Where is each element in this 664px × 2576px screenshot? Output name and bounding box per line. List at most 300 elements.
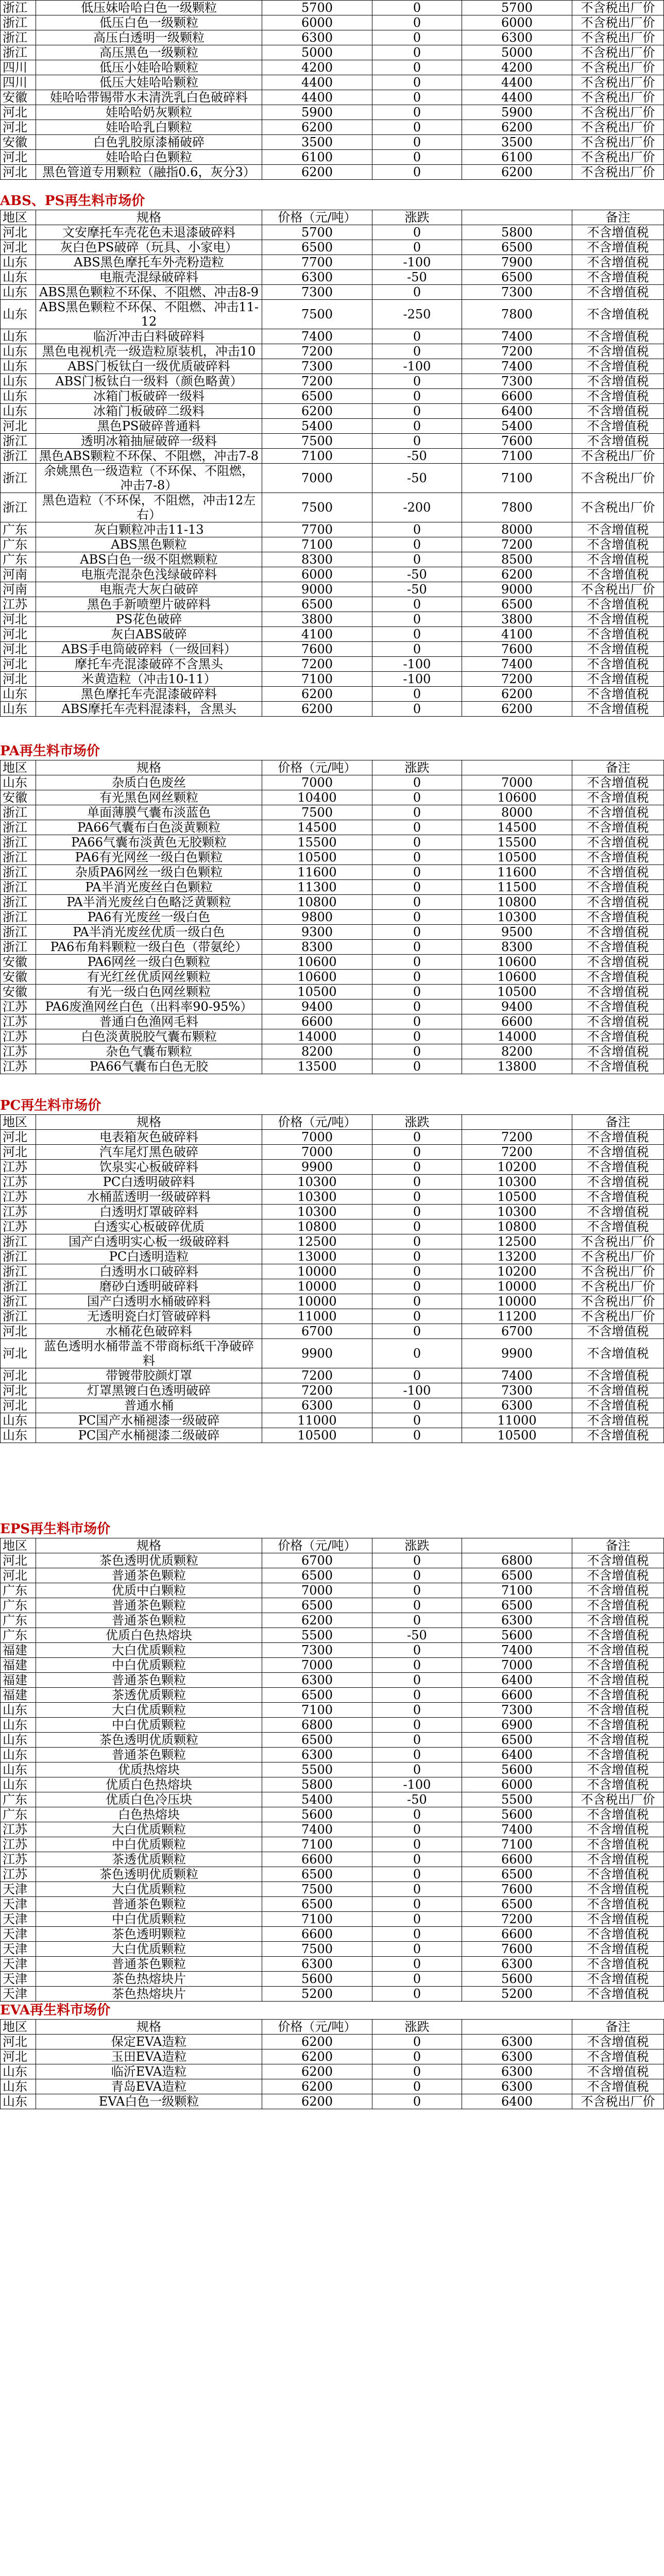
cell-area: 山东 — [1, 1762, 36, 1777]
cell-chg: 0 — [372, 344, 462, 359]
cell-note: 不含增值税 — [572, 1972, 664, 1987]
cell-note: 不含增值税 — [572, 1628, 664, 1643]
cell-note: 不含增值税 — [572, 1324, 664, 1339]
section-title: ABS、PS再生料市场价 — [0, 193, 145, 209]
cell-prev: 6600 — [462, 389, 572, 404]
cell-price: 7000 — [262, 1658, 372, 1673]
cell-price: 6600 — [262, 1014, 372, 1029]
cell-price: 15500 — [262, 835, 372, 850]
cell-price: 7100 — [262, 1703, 372, 1718]
cell-price: 7200 — [262, 344, 372, 359]
cell-chg: 0 — [372, 1014, 462, 1029]
cell-price: 7400 — [262, 329, 372, 344]
cell-prev: 10600 — [462, 970, 572, 985]
cell-spec: 黑色管道专用颗粒（融指0.6，灰分3） — [36, 165, 262, 180]
cell-note: 不含增值税 — [572, 1059, 664, 1074]
cell-note: 不含增值税 — [572, 434, 664, 449]
cell-spec: 娃哈哈奶灰颗粒 — [36, 105, 262, 120]
table-row — [1, 1368, 664, 1383]
cell-note: 备注 — [572, 1115, 664, 1130]
cell-spec: PA半消光废丝优质一级白色 — [36, 925, 262, 940]
cell-note: 不含增值税 — [572, 672, 664, 687]
cell-note: 不含增值税 — [572, 820, 664, 835]
cell-area: 浙江 — [1, 1309, 36, 1324]
cell-area: 浙江 — [1, 1294, 36, 1309]
cell-spec: PA6布角料颗粒一级白色（带氨纶） — [36, 940, 262, 955]
cell-price: 6200 — [262, 2079, 372, 2094]
cell-note: 不含增值税 — [572, 1205, 664, 1219]
cell-area: 河北 — [1, 225, 36, 240]
table-row — [1, 1059, 664, 1074]
cell-note: 不含增值税 — [572, 1718, 664, 1733]
cell-price: 6200 — [262, 1613, 372, 1628]
table-header-row — [1, 210, 664, 225]
cell-spec: 普通茶色颗粒 — [36, 1897, 262, 1912]
cell-area: 江苏 — [1, 597, 36, 612]
cell-area: 天津 — [1, 1972, 36, 1987]
cell-spec: 普通水桶 — [36, 1398, 262, 1413]
cell-spec: 摩托车壳混漆破碎不含黑头 — [36, 657, 262, 672]
cell-area: 安徽 — [1, 955, 36, 970]
cell-spec: 黑色ABS颗粒不环保、不阻燃，冲击7-8 — [36, 449, 262, 464]
cell-price: 5900 — [262, 105, 372, 120]
cell-note: 不含增值税 — [572, 627, 664, 642]
cell-prev: 11200 — [462, 1309, 572, 1324]
cell-chg: 0 — [372, 1205, 462, 1219]
table-row — [1, 1598, 664, 1613]
table-row — [1, 880, 664, 895]
cell-chg: 0 — [372, 1279, 462, 1294]
cell-spec: 低压大娃哈哈颗粒 — [36, 75, 262, 90]
cell-note: 不含税出厂价 — [572, 15, 664, 30]
cell-price: 8200 — [262, 1044, 372, 1059]
cell-chg: 0 — [372, 165, 462, 180]
cell-spec: 低压妹哈哈白色一级颗粒 — [36, 1, 262, 15]
cell-note: 不含增值税 — [572, 1428, 664, 1443]
cell-prev: 6300 — [462, 2079, 572, 2094]
cell-price: 6500 — [262, 1568, 372, 1583]
cell-price: 6200 — [262, 404, 372, 419]
cell-chg: 0 — [372, 820, 462, 835]
cell-price: 7400 — [262, 1822, 372, 1837]
cell-spec: 水桶花色破碎料 — [36, 1324, 262, 1339]
cell-note: 不含增值税 — [572, 1190, 664, 1205]
table-row — [1, 1428, 664, 1443]
cell-area: 浙江 — [1, 1249, 36, 1264]
cell-area: 河北 — [1, 1568, 36, 1583]
cell-prev: 6500 — [462, 1867, 572, 1882]
cell-note: 不含增值税 — [572, 1703, 664, 1718]
cell-area: 江苏 — [1, 1044, 36, 1059]
table-row — [1, 2079, 664, 2094]
cell-spec: 茶透优质颗粒 — [36, 1852, 262, 1867]
cell-chg: 0 — [372, 790, 462, 805]
cell-prev: 14500 — [462, 820, 572, 835]
cell-price: 10300 — [262, 1175, 372, 1190]
cell-prev: 11500 — [462, 880, 572, 895]
cell-chg: 0 — [372, 1264, 462, 1279]
cell-spec: 中白优质颗粒 — [36, 1837, 262, 1852]
cell-note: 不含增值税 — [572, 612, 664, 627]
cell-note: 不含税出厂价 — [572, 1, 664, 15]
cell-note: 不含增值税 — [572, 985, 664, 999]
table-row — [1, 1718, 664, 1733]
cell-note: 不含增值税 — [572, 1733, 664, 1748]
table-row — [1, 389, 664, 404]
table-row — [1, 1130, 664, 1145]
cell-chg: 0 — [372, 2035, 462, 2049]
table-row — [1, 285, 664, 300]
cell-price: 6300 — [262, 1673, 372, 1688]
cell-prev: 7400 — [462, 1368, 572, 1383]
cell-area: 山东 — [1, 255, 36, 270]
cell-price: 6200 — [262, 2049, 372, 2064]
table-row — [1, 1014, 664, 1029]
cell-area: 江苏 — [1, 1160, 36, 1175]
cell-prev: 7100 — [462, 449, 572, 464]
cell-note: 不含增值税 — [572, 2064, 664, 2079]
cell-prev: 7600 — [462, 642, 572, 657]
cell-chg: 0 — [372, 1029, 462, 1044]
cell-note: 不含增值税 — [572, 1014, 664, 1029]
cell-note: 不含增值税 — [572, 970, 664, 985]
table-row — [1, 1264, 664, 1279]
table-row — [1, 910, 664, 925]
cell-chg: 0 — [372, 15, 462, 30]
cell-spec: 茶色透明颗粒 — [36, 1927, 262, 1942]
cell-prev: 6300 — [462, 30, 572, 45]
table-row — [1, 1279, 664, 1294]
cell-chg: 0 — [372, 1912, 462, 1927]
cell-prev: 7400 — [462, 1822, 572, 1837]
table-row — [1, 150, 664, 165]
cell-area: 山东 — [1, 1733, 36, 1748]
cell-chg: 涨跌 — [372, 760, 462, 775]
cell-chg: -100 — [372, 1383, 462, 1398]
cell-area: 山东 — [1, 1428, 36, 1443]
table-row — [1, 1658, 664, 1673]
cell-prev: 6300 — [462, 1398, 572, 1413]
table-row — [1, 1294, 664, 1309]
cell-prev: 9000 — [462, 582, 572, 597]
cell-spec: 普通茶色颗粒 — [36, 1957, 262, 1972]
cell-spec: 高压黑色一级颗粒 — [36, 45, 262, 60]
cell-prev: 10500 — [462, 850, 572, 865]
cell-chg: 0 — [372, 1130, 462, 1145]
cell-chg: 0 — [372, 1748, 462, 1762]
cell-chg: 涨跌 — [372, 2020, 462, 2035]
section-spacer — [0, 180, 664, 192]
cell-price: 6200 — [262, 120, 372, 135]
cell-prev: 5600 — [462, 1628, 572, 1643]
cell-note: 不含增值税 — [572, 865, 664, 880]
table-row — [1, 1972, 664, 1987]
cell-area: 河北 — [1, 1324, 36, 1339]
cell-prev: 8300 — [462, 940, 572, 955]
cell-note: 不含增值税 — [572, 895, 664, 910]
cell-note: 不含增值税 — [572, 1145, 664, 1160]
cell-chg: 0 — [372, 1413, 462, 1428]
cell-area: 地区 — [1, 1538, 36, 1553]
table-row — [1, 597, 664, 612]
cell-prev: 7200 — [462, 1130, 572, 1145]
cell-area: 浙江 — [1, 940, 36, 955]
table-row — [1, 1867, 664, 1882]
cell-spec: 电表箱灰色破碎料 — [36, 1130, 262, 1145]
cell-price: 7000 — [262, 1130, 372, 1145]
cell-price: 3500 — [262, 135, 372, 150]
cell-note: 不含增值税 — [572, 567, 664, 582]
cell-note: 不含增值税 — [572, 389, 664, 404]
cell-prev: 6600 — [462, 1688, 572, 1703]
cell-spec: 茶色透明优质颗粒 — [36, 1733, 262, 1748]
cell-chg: 0 — [372, 1897, 462, 1912]
cell-prev — [462, 1538, 572, 1553]
cell-area: 山东 — [1, 389, 36, 404]
cell-price: 价格（元/吨） — [262, 1115, 372, 1130]
cell-spec: 规格 — [36, 210, 262, 225]
cell-spec: 有光黑色网丝颗粒 — [36, 790, 262, 805]
cell-chg: -50 — [372, 582, 462, 597]
cell-price: 10300 — [262, 1190, 372, 1205]
cell-area: 河北 — [1, 240, 36, 255]
cell-prev: 7300 — [462, 1383, 572, 1398]
table-row — [1, 1413, 664, 1428]
cell-note: 不含增值税 — [572, 1807, 664, 1822]
cell-spec: 有光红丝优质网丝颗粒 — [36, 970, 262, 985]
cell-spec: 中白优质颗粒 — [36, 1912, 262, 1927]
price-table — [0, 210, 664, 717]
cell-chg: 0 — [372, 1972, 462, 1987]
cell-area: 山东 — [1, 359, 36, 374]
cell-prev: 6400 — [462, 1748, 572, 1762]
cell-note: 不含增值税 — [572, 1942, 664, 1957]
cell-spec: ABS手电筒破碎料（一级回料） — [36, 642, 262, 657]
table-row — [1, 850, 664, 865]
table-row — [1, 1942, 664, 1957]
cell-price: 5700 — [262, 225, 372, 240]
cell-area: 天津 — [1, 1897, 36, 1912]
table-row — [1, 419, 664, 434]
table-row — [1, 1733, 664, 1748]
cell-price: 9300 — [262, 925, 372, 940]
cell-note: 不含增值税 — [572, 1897, 664, 1912]
cell-prev: 9500 — [462, 925, 572, 940]
cell-price: 6700 — [262, 1324, 372, 1339]
table-row — [1, 1852, 664, 1867]
table-row — [1, 1160, 664, 1175]
cell-prev: 6200 — [462, 702, 572, 717]
cell-area: 山东 — [1, 1703, 36, 1718]
cell-price: 7300 — [262, 1643, 372, 1658]
cell-prev: 6300 — [462, 2035, 572, 2049]
cell-chg: 0 — [372, 434, 462, 449]
cell-chg: 0 — [372, 1428, 462, 1443]
cell-spec: 规格 — [36, 2020, 262, 2035]
price-table — [0, 2019, 664, 2109]
table-row — [1, 522, 664, 537]
cell-area: 山东 — [1, 1748, 36, 1762]
cell-spec: 规格 — [36, 760, 262, 775]
cell-spec: PS花色破碎 — [36, 612, 262, 627]
cell-spec: 优质白色冷压块 — [36, 1792, 262, 1807]
table-row — [1, 1792, 664, 1807]
cell-chg: 0 — [372, 1703, 462, 1718]
cell-area: 浙江 — [1, 910, 36, 925]
table-row — [1, 2049, 664, 2064]
cell-prev: 6300 — [462, 1613, 572, 1628]
cell-chg: 0 — [372, 1837, 462, 1852]
cell-area: 河北 — [1, 1383, 36, 1398]
price-table — [0, 760, 664, 1074]
cell-note: 不含增值税 — [572, 1219, 664, 1234]
cell-prev: 7400 — [462, 1643, 572, 1658]
cell-chg: 0 — [372, 940, 462, 955]
cell-area: 河北 — [1, 150, 36, 165]
cell-note: 不含增值税 — [572, 1987, 664, 2002]
cell-price: 10500 — [262, 985, 372, 999]
table-row — [1, 1383, 664, 1398]
cell-spec: 优质白色热熔块 — [36, 1777, 262, 1792]
table-row — [1, 1673, 664, 1688]
cell-price: 6500 — [262, 240, 372, 255]
cell-area: 天津 — [1, 1957, 36, 1972]
cell-price: 7200 — [262, 657, 372, 672]
cell-spec: EVA白色一级颗粒 — [36, 2094, 262, 2109]
cell-price: 价格（元/吨） — [262, 210, 372, 225]
table-header-row — [1, 1115, 664, 1130]
cell-price: 价格（元/吨） — [262, 760, 372, 775]
cell-chg: 0 — [372, 240, 462, 255]
table-row — [1, 985, 664, 999]
cell-note: 不含增值税 — [572, 1957, 664, 1972]
table-row — [1, 1175, 664, 1190]
cell-price: 6300 — [262, 1957, 372, 1972]
cell-price: 5600 — [262, 1972, 372, 1987]
cell-area: 山东 — [1, 2064, 36, 2079]
cell-area: 地区 — [1, 2020, 36, 2035]
cell-spec: 汽车尾灯黑色破碎 — [36, 1145, 262, 1160]
cell-spec: 白色淡黄脱胶气囊布颗粒 — [36, 1029, 262, 1044]
cell-chg: 0 — [372, 1942, 462, 1957]
cell-chg: 0 — [372, 90, 462, 105]
cell-area: 江苏 — [1, 1014, 36, 1029]
cell-area: 浙江 — [1, 434, 36, 449]
cell-area: 广东 — [1, 1628, 36, 1643]
cell-chg: 0 — [372, 1927, 462, 1942]
cell-note: 不含增值税 — [572, 1822, 664, 1837]
cell-price: 11000 — [262, 1309, 372, 1324]
cell-price: 5000 — [262, 45, 372, 60]
cell-note: 不含增值税 — [572, 642, 664, 657]
cell-spec: 低压白色一级颗粒 — [36, 15, 262, 30]
cell-price: 9400 — [262, 999, 372, 1014]
table-row — [1, 657, 664, 672]
cell-prev: 8000 — [462, 522, 572, 537]
cell-note: 备注 — [572, 2020, 664, 2035]
table-row — [1, 1398, 664, 1413]
cell-price: 5200 — [262, 1987, 372, 2002]
cell-prev: 14000 — [462, 1029, 572, 1044]
cell-chg: 0 — [372, 1339, 462, 1368]
table-row — [1, 627, 664, 642]
cell-spec: 茶色透明优质颗粒 — [36, 1867, 262, 1882]
cell-spec: 蓝色透明水桶带盖不带商标纸干净破碎料 — [36, 1339, 262, 1368]
cell-price: 6500 — [262, 1598, 372, 1613]
cell-price: 5400 — [262, 419, 372, 434]
table-row — [1, 240, 664, 255]
cell-note: 不含增值税 — [572, 1762, 664, 1777]
cell-note: 备注 — [572, 210, 664, 225]
table-row — [1, 135, 664, 150]
cell-area: 浙江 — [1, 925, 36, 940]
cell-prev: 10300 — [462, 1205, 572, 1219]
cell-chg: 0 — [372, 2064, 462, 2079]
cell-spec: ABS门板钛白一级优质破碎料 — [36, 359, 262, 374]
cell-prev: 11000 — [462, 1413, 572, 1428]
table-row — [1, 270, 664, 285]
cell-note: 不含税出厂价 — [572, 1264, 664, 1279]
cell-price: 4200 — [262, 60, 372, 75]
table-row — [1, 582, 664, 597]
cell-chg: 0 — [372, 627, 462, 642]
table-header-row — [1, 2020, 664, 2035]
cell-area: 地区 — [1, 210, 36, 225]
cell-price: 10800 — [262, 1219, 372, 1234]
cell-note: 不含增值税 — [572, 1688, 664, 1703]
cell-spec: 杂质PA6网丝一级白色颗粒 — [36, 865, 262, 880]
cell-spec: 饮泉实心板破碎料 — [36, 1160, 262, 1175]
table-row — [1, 120, 664, 135]
cell-prev: 6200 — [462, 567, 572, 582]
section-spacer — [0, 717, 664, 742]
cell-prev: 7600 — [462, 1942, 572, 1957]
cell-prev: 7600 — [462, 434, 572, 449]
cell-spec: 电瓶壳大灰白破碎 — [36, 582, 262, 597]
cell-prev: 15500 — [462, 835, 572, 850]
cell-chg: 0 — [372, 389, 462, 404]
cell-chg: 0 — [372, 1882, 462, 1897]
cell-prev: 7000 — [462, 1658, 572, 1673]
cell-spec: 普通茶色颗粒 — [36, 1598, 262, 1613]
cell-prev: 7200 — [462, 672, 572, 687]
cell-area: 浙江 — [1, 820, 36, 835]
cell-area: 浙江 — [1, 449, 36, 464]
cell-area: 山东 — [1, 2094, 36, 2109]
cell-prev: 6300 — [462, 2049, 572, 2064]
cell-prev: 6200 — [462, 687, 572, 702]
cell-chg: 0 — [372, 1583, 462, 1598]
cell-chg: -50 — [372, 1792, 462, 1807]
cell-prev: 6600 — [462, 1014, 572, 1029]
cell-note: 不含税出厂价 — [572, 105, 664, 120]
table-row — [1, 925, 664, 940]
cell-area: 山东 — [1, 300, 36, 329]
cell-price: 6200 — [262, 702, 372, 717]
cell-prev: 7000 — [462, 775, 572, 790]
table-row — [1, 1044, 664, 1059]
cell-note: 不含税出厂价 — [572, 1792, 664, 1807]
cell-price: 7000 — [262, 464, 372, 493]
cell-chg: 涨跌 — [372, 1115, 462, 1130]
cell-area: 广东 — [1, 522, 36, 537]
cell-area: 安徽 — [1, 970, 36, 985]
cell-area: 河南 — [1, 582, 36, 597]
table-row — [1, 1957, 664, 1972]
cell-price: 6600 — [262, 1927, 372, 1942]
cell-price: 10000 — [262, 1264, 372, 1279]
cell-prev: 6500 — [462, 270, 572, 285]
